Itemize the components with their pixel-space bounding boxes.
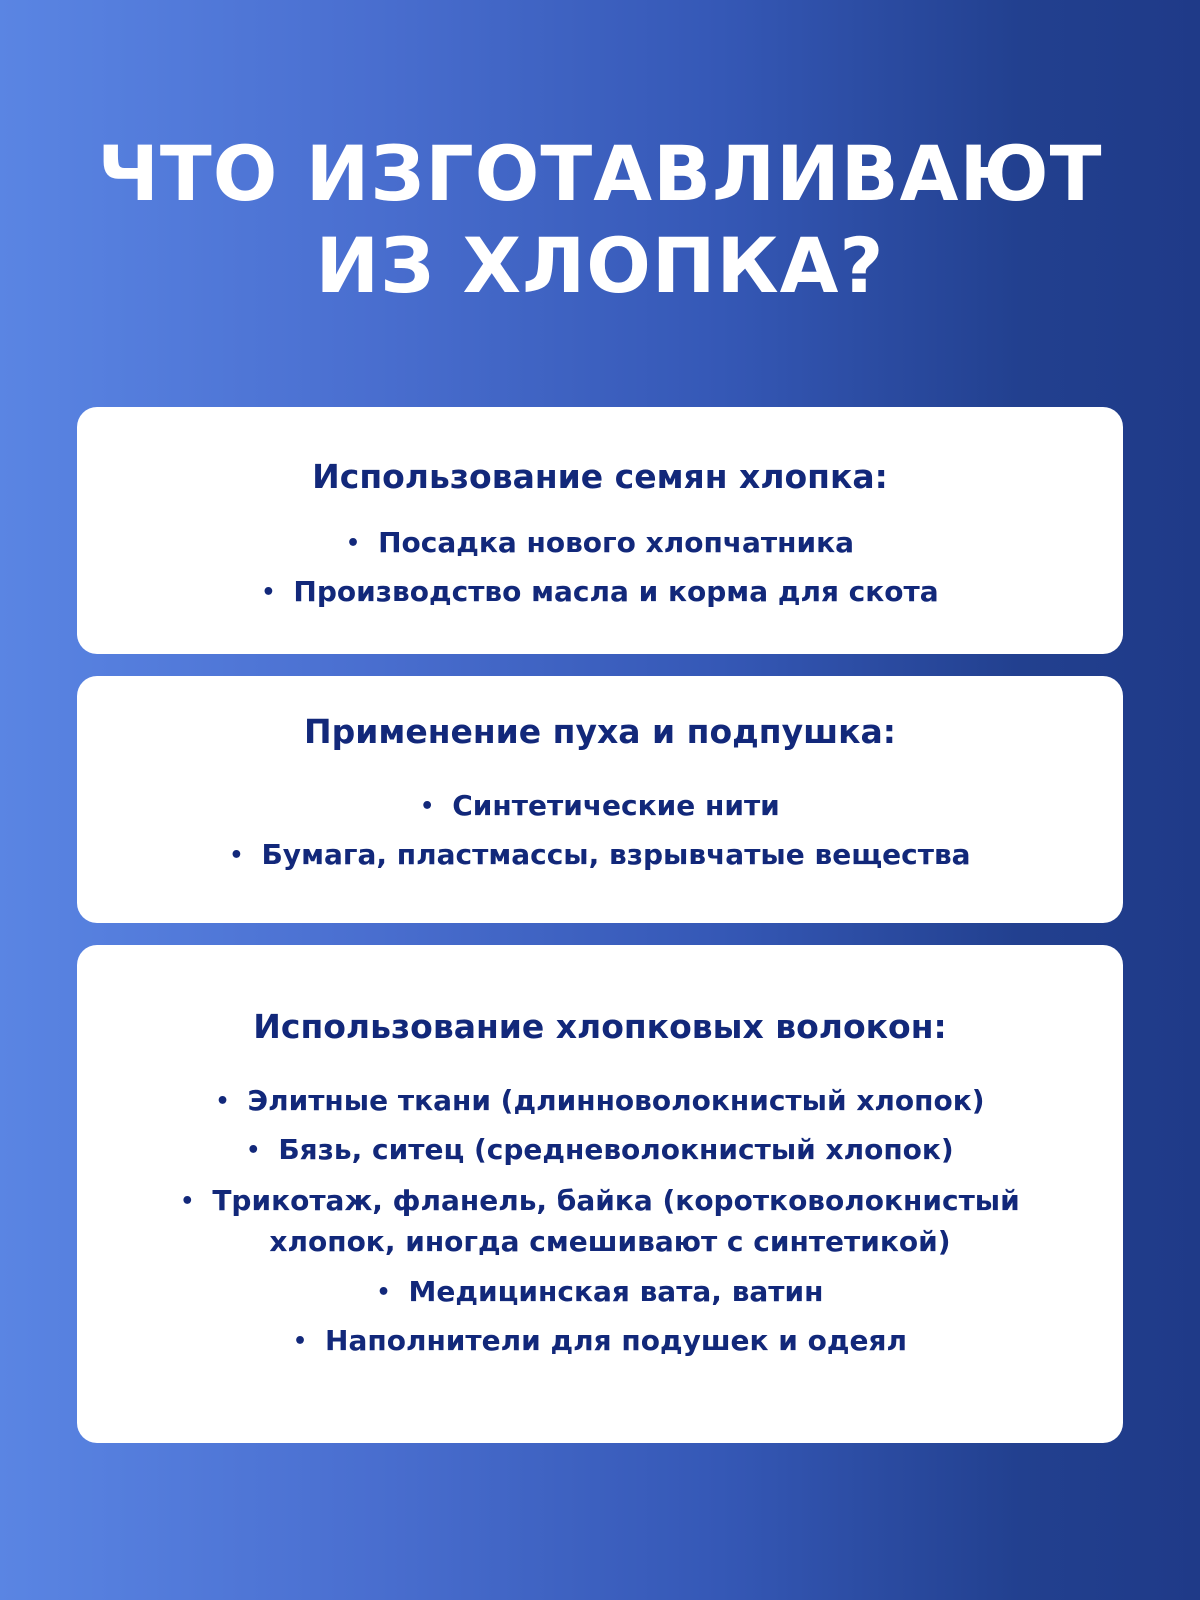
card-heading: Использование семян хлопка:	[312, 457, 888, 496]
list-item	[77, 519, 1123, 568]
list-item-text: Элитные ткани (длинноволокнистый хлопок)	[247, 1084, 985, 1117]
list-item-text: Производство масла и корма для скота	[293, 575, 939, 608]
list-item	[77, 831, 1123, 880]
card-list	[77, 519, 1123, 617]
card-fibers	[77, 945, 1123, 1443]
list-item	[77, 1181, 1123, 1262]
bullet-icon: •	[346, 531, 361, 556]
list-item-text: Наполнители для подушек и одеял	[325, 1324, 907, 1357]
card-seeds	[77, 407, 1123, 654]
list-item-text: Бумага, пластмассы, взрывчатые вещества	[261, 838, 971, 871]
list-item-text-continuation: хлопок, иногда смешивают с синтетикой)	[269, 1225, 951, 1258]
card-heading: Использование хлопковых волокон:	[253, 1007, 947, 1046]
bullet-icon: •	[376, 1280, 391, 1305]
bullet-icon: •	[180, 1189, 195, 1214]
list-item	[77, 568, 1123, 617]
bullet-icon: •	[420, 794, 435, 819]
list-item-text: Бязь, ситец (средневолокнистый хлопок)	[278, 1133, 954, 1166]
bullet-icon: •	[292, 1329, 308, 1354]
card-list	[77, 782, 1123, 880]
card-list	[77, 1077, 1123, 1366]
list-item	[77, 782, 1123, 831]
bullet-icon: •	[246, 1138, 261, 1163]
page-title-line-2: ИЗ ХЛОПКА?	[315, 221, 885, 310]
list-item	[77, 1317, 1123, 1366]
card-heading: Применение пуха и подпушка:	[303, 712, 896, 751]
bullet-icon: •	[229, 843, 244, 868]
list-item-text: Трикотаж, фланель, байка (коротковолокнистый	[212, 1184, 1020, 1217]
list-item-text: Медицинская вата, ватин	[408, 1275, 824, 1308]
bullet-icon: •	[261, 580, 276, 605]
list-item	[77, 1268, 1123, 1317]
list-item	[77, 1126, 1123, 1175]
list-item-text: Посадка нового хлопчатника	[378, 526, 854, 559]
list-item-text: Синтетические нити	[452, 789, 780, 822]
bullet-icon: •	[215, 1089, 230, 1114]
page-title-line-1: ЧТО ИЗГОТАВЛИВАЮТ	[97, 129, 1103, 218]
list-item	[77, 1077, 1123, 1126]
page-title	[0, 128, 1200, 312]
card-fluff	[77, 676, 1123, 923]
